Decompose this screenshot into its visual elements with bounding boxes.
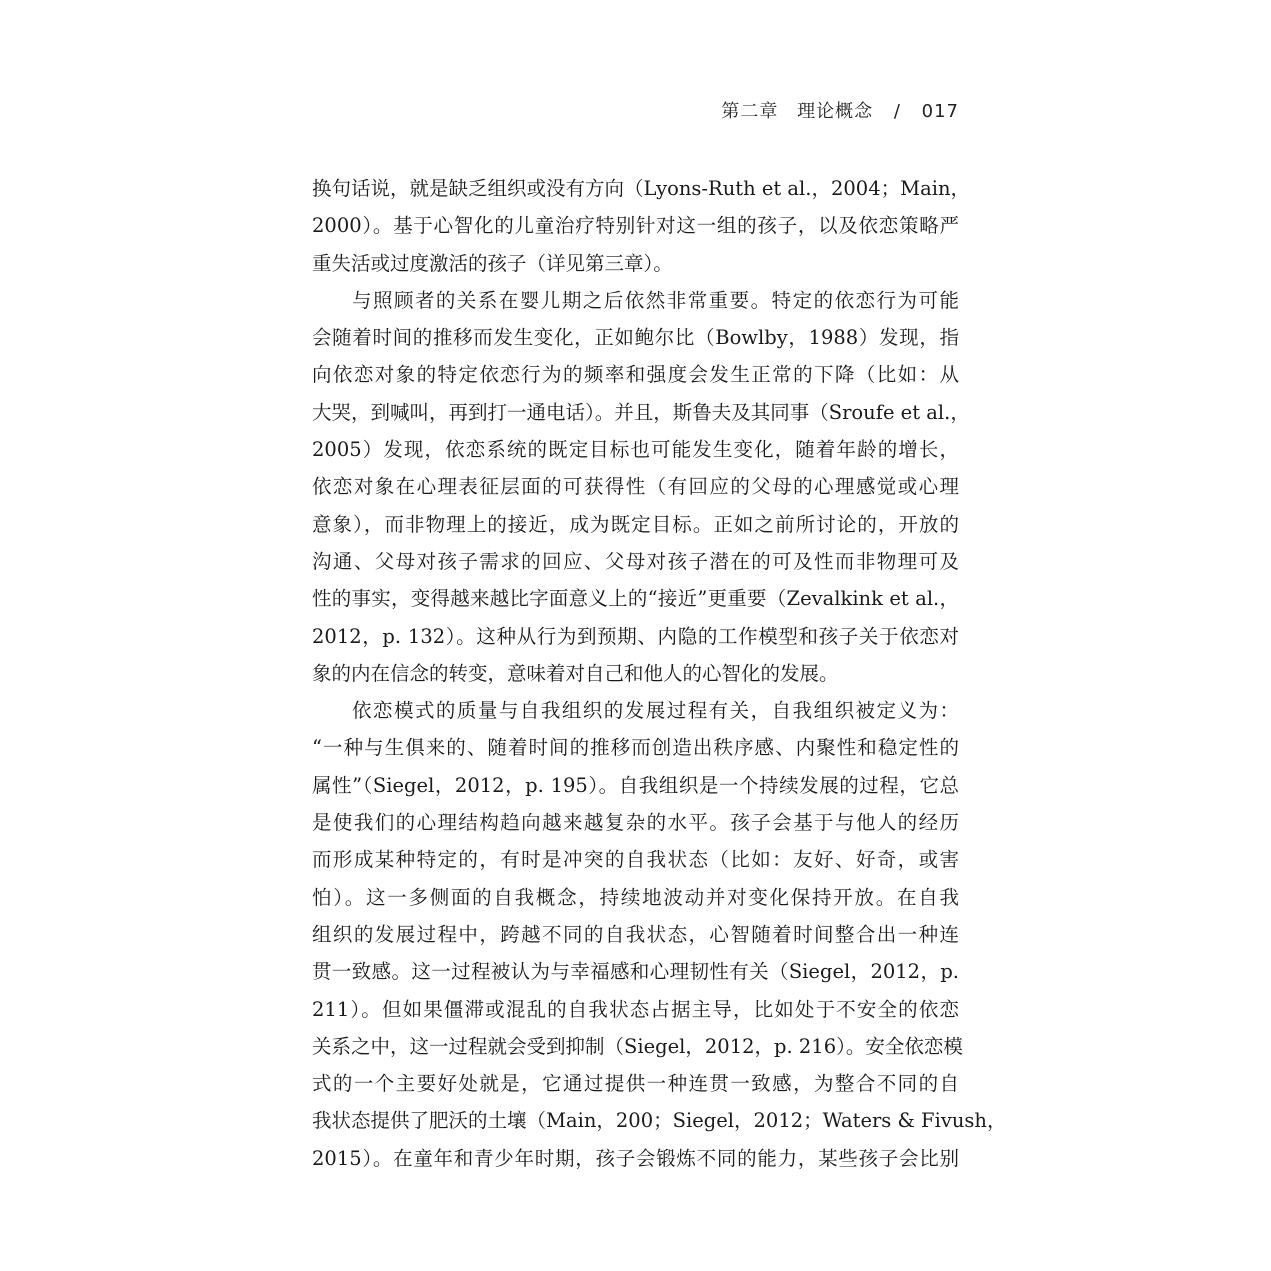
chapter-label: 第二章	[721, 101, 779, 122]
text-line: 大哭，到喊叫，再到打一通电话）。并且，斯鲁夫及其同事（Sroufe et al.，	[312, 400, 970, 424]
text-line: 依恋模式的质量与自我组织的发展过程有关，自我组织被定义为：	[352, 699, 959, 723]
text-line: 怕）。这一多侧面的自我概念，持续地波动并对变化保持开放。在自我	[312, 885, 959, 909]
text-line: 式的一个主要好处就是，它通过提供一种连贯一致感，为整合不同的自	[312, 1072, 959, 1096]
text-line: 意象），而非物理上的接近，成为既定目标。正如之前所讨论的，开放的	[312, 512, 959, 536]
text-line: 依恋对象在心理表征层面的可获得性（有回应的父母的心理感觉或心理	[312, 475, 959, 499]
text-line: 211）。但如果僵滞或混乱的自我状态占据主导，比如处于不安全的依恋	[312, 997, 959, 1021]
text-line: 沟通、父母对孩子需求的回应、父母对孩子潜在的可及性而非物理可及	[312, 549, 959, 573]
text-line: 与照顾者的关系在婴儿期之后依然非常重要。特定的依恋行为可能	[352, 288, 959, 312]
text-line: 向依恋对象的特定依恋行为的频率和强度会发生正常的下降（比如：从	[312, 363, 959, 387]
text-line: 换句话说，就是缺乏组织或没有方向（Lyons-Ruth et al.，2004；Main，	[312, 177, 971, 200]
text-line: 关系之中，这一过程就会受到抑制（Siegel，2012，p. 216）。安全依恋模	[312, 1034, 963, 1058]
text-line: 组织的发展过程中，跨越不同的自我状态，心智随着时间整合出一种连	[312, 922, 959, 946]
text-line: 2000）。基于心智化的儿童治疗特别针对这一组的孩子，以及依恋策略严	[312, 214, 959, 238]
running-header	[721, 97, 959, 123]
text-line: 是使我们的心理结构趋向越来越复杂的水平。孩子会基于与他人的经历	[312, 811, 959, 835]
section-title: 理论概念	[797, 101, 874, 122]
text-line: 性的事实，变得越来越比字面意义上的“接近”更重要（Zevalkink et al.，	[312, 587, 959, 611]
text-line: 2012，p. 132）。这种从行为到预期、内隐的工作模型和孩子关于依恋对	[312, 624, 959, 648]
text-line: 贯一致感。这一过程被认为与幸福感和心理韧性有关（Siegel，2012，p.	[312, 960, 959, 984]
text-line: 属性”（Siegel，2012，p. 195）。自我组织是一个持续发展的过程，它总	[312, 773, 959, 797]
text-line: 我状态提供了肥沃的土壤（Main，200；Siegel，2012；Waters & Fivush，	[312, 1109, 1007, 1133]
text-line: 2005）发现，依恋系统的既定目标也可能发生变化，随着年龄的增长，	[312, 438, 959, 462]
text-line: 重失活或过度激活的孩子（详见第三章）。	[312, 251, 673, 275]
header-separator: /	[893, 101, 901, 122]
page-number: 017	[921, 101, 959, 122]
text-line: 会随着时间的推移而发生变化，正如鲍尔比（Bowlby，1988）发现，指	[312, 326, 959, 350]
text-line: 2015）。在童年和青少年时期，孩子会锻炼不同的能力，某些孩子会比别	[312, 1146, 959, 1170]
body-text	[312, 170, 1007, 1177]
text-line: 象的内在信念的转变，意味着对自己和他人的心智化的发展。	[312, 661, 839, 685]
text-line: 而形成某种特定的，有时是冲突的自我状态（比如：友好、好奇，或害	[312, 848, 959, 872]
text-line: “一种与生俱来的、随着时间的推移而创造出秩序感、内聚性和稳定性的	[312, 736, 959, 760]
